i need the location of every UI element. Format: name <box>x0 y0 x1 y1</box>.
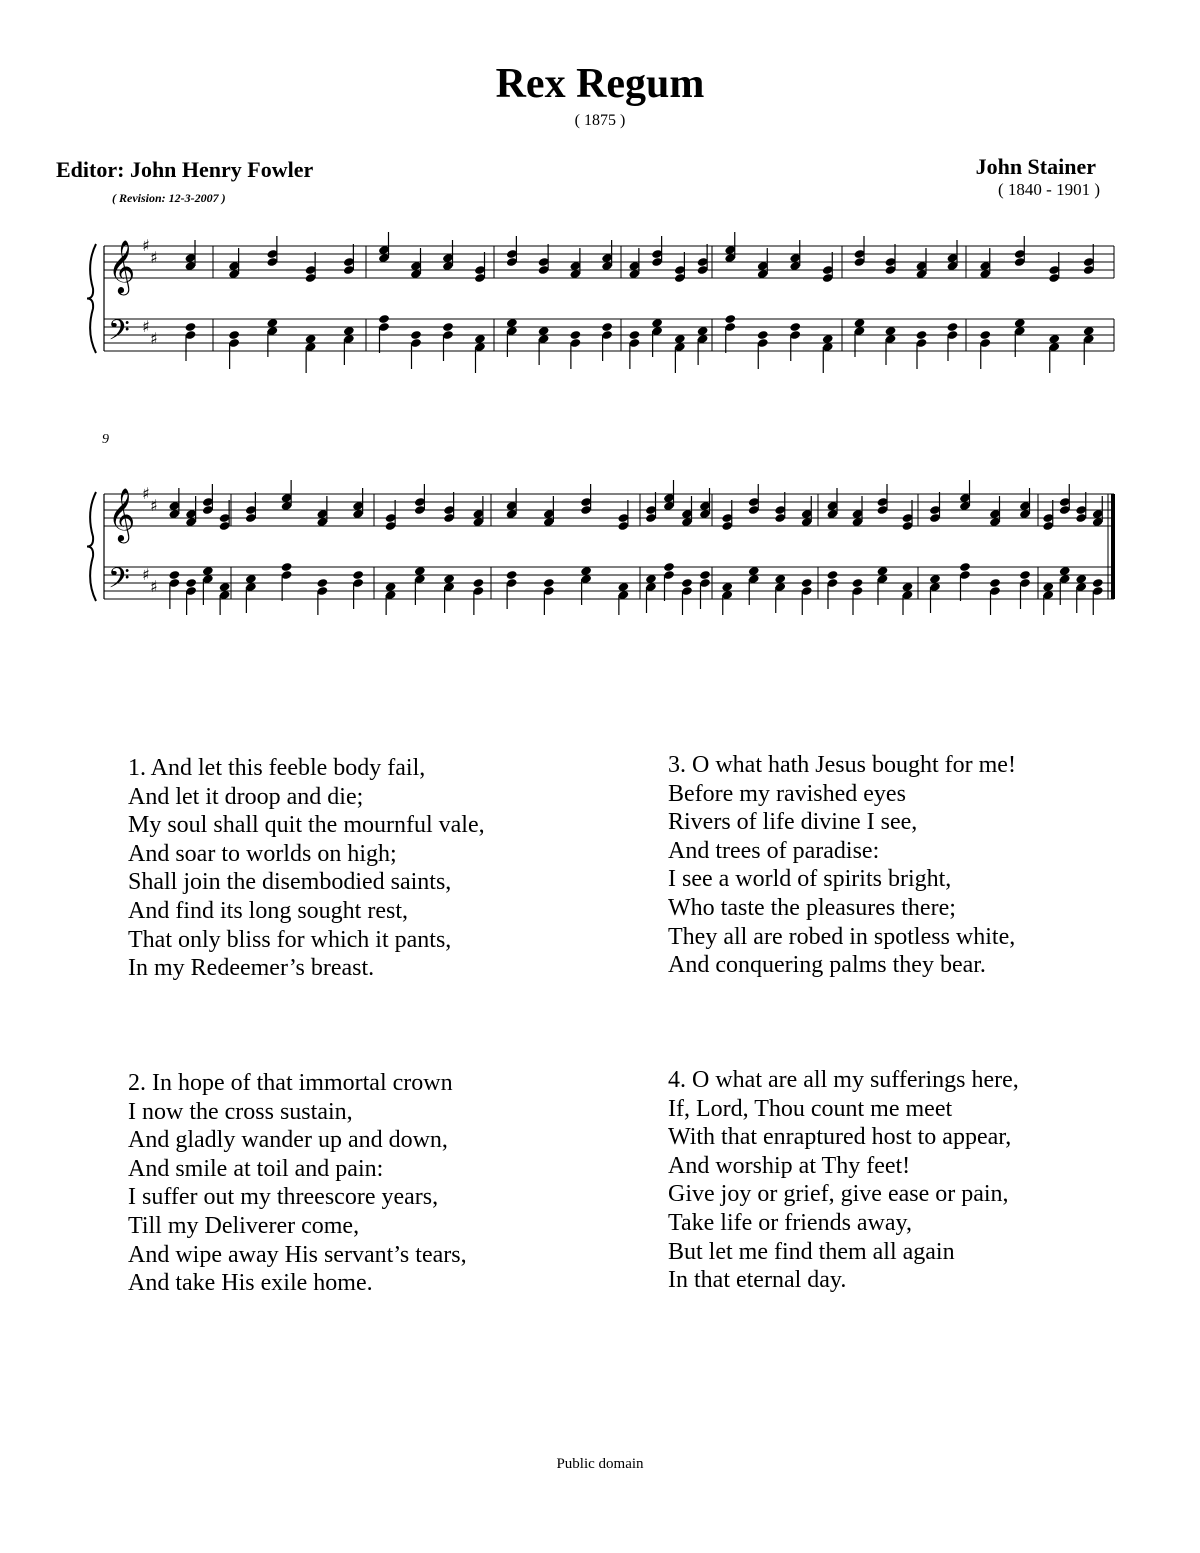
notehead <box>628 330 640 340</box>
notehead <box>569 330 581 340</box>
verse-line: And take His exile home. <box>128 1270 373 1297</box>
verse-line: With that enraptured host to appear, <box>668 1124 1012 1151</box>
final-barline-thick <box>1111 494 1115 599</box>
notehead <box>185 322 197 332</box>
notehead <box>681 578 693 588</box>
verse-3 <box>668 751 1016 980</box>
notehead <box>916 330 928 340</box>
notehead <box>663 562 675 572</box>
sharp-icon: ♯ <box>150 496 158 515</box>
verse-line: Give joy or grief, give ease or pain, <box>668 1181 1009 1208</box>
notehead <box>185 578 197 588</box>
verse-line: And smile at toil and pain: <box>128 1155 384 1182</box>
bass-clef-icon: 𝄢 <box>108 314 130 354</box>
notehead <box>316 578 328 588</box>
verse-line: If, Lord, Thou count me meet <box>668 1095 953 1122</box>
verse-line: Shall join the disembodied saints, <box>128 869 452 896</box>
brace-icon <box>87 244 96 353</box>
editor-credit: Editor: John Henry Fowler <box>56 157 314 182</box>
verse-line: That only bliss for which it pants, <box>128 926 452 953</box>
notehead <box>947 322 959 332</box>
notehead <box>1019 570 1031 580</box>
verse-line: And worship at Thy feet! <box>668 1152 911 1179</box>
notehead <box>168 570 180 580</box>
verse-line: Rivers of life divine I see, <box>668 809 918 836</box>
notehead <box>506 570 518 580</box>
treble-clef-icon: 𝄞 <box>108 487 136 541</box>
verse-line: I now the cross sustain, <box>128 1098 353 1125</box>
bass-clef-icon: 𝄢 <box>108 562 130 602</box>
verse-line: My soul shall quit the mournful vale, <box>128 812 485 839</box>
verse-line: I suffer out my threescore years, <box>128 1184 439 1211</box>
verse-line: In that eternal day. <box>668 1267 847 1294</box>
measure-number: 9 <box>102 432 109 447</box>
verse-line: But let me find them all again <box>668 1238 955 1265</box>
verse-2 <box>128 1069 467 1298</box>
notehead <box>543 578 555 588</box>
notehead <box>979 330 991 340</box>
composer-name: John Stainer <box>975 154 1096 179</box>
verse-line: Who taste the pleasures there; <box>668 894 956 921</box>
verse-line: In my Redeemer’s breast. <box>128 955 375 982</box>
notehead <box>801 578 813 588</box>
page-title: Rex Regum <box>495 61 705 107</box>
sharp-icon: ♯ <box>150 329 158 348</box>
verse-line: And soar to worlds on high; <box>128 840 397 867</box>
notehead <box>852 578 864 588</box>
verse-line: 3. O what hath Jesus bought for me! <box>668 752 1016 778</box>
brace-icon <box>87 492 96 601</box>
notehead <box>724 314 736 324</box>
verse-line: Till my Deliverer come, <box>128 1212 360 1239</box>
notehead <box>827 570 839 580</box>
verse-1 <box>128 754 485 983</box>
verse-line: And gladly wander up and down, <box>128 1127 448 1154</box>
verse-line: They all are robed in spotless white, <box>668 923 1016 950</box>
treble-clef-icon: 𝄞 <box>108 239 136 293</box>
notehead <box>442 322 454 332</box>
score-system-2 <box>87 480 1115 615</box>
notehead <box>378 314 390 324</box>
notehead <box>1092 578 1104 588</box>
verse-line: And let it droop and die; <box>128 783 364 810</box>
verse-4 <box>668 1066 1019 1295</box>
notehead <box>352 570 364 580</box>
verse-line: Before my ravished eyes <box>668 780 906 807</box>
sharp-icon: ♯ <box>150 248 158 267</box>
verse-line: Take life or friends away, <box>668 1209 912 1236</box>
verse-line: 4. O what are all my sufferings here, <box>668 1067 1019 1093</box>
verse-line: And conquering palms they bear. <box>668 952 986 979</box>
notehead <box>601 322 613 332</box>
verse-line: I see a world of spirits bright, <box>668 866 952 893</box>
sharp-icon: ♯ <box>150 577 158 596</box>
notehead <box>757 330 769 340</box>
composition-year: ( 1875 ) <box>574 112 626 129</box>
composer-dates: ( 1840 - 1901 ) <box>998 180 1100 199</box>
notehead <box>789 322 801 332</box>
score-system-1 <box>87 232 1114 373</box>
verse-line: 1. And let this feeble body fail, <box>128 755 426 781</box>
sharp-icon: ♯ <box>142 484 150 503</box>
sharp-icon: ♯ <box>142 565 150 584</box>
notehead <box>472 578 484 588</box>
notehead <box>989 578 1001 588</box>
verse-line: And trees of paradise: <box>668 837 880 864</box>
sharp-icon: ♯ <box>142 236 150 255</box>
notehead <box>959 562 971 572</box>
notehead <box>699 570 711 580</box>
notehead <box>281 562 293 572</box>
sharp-icon: ♯ <box>142 317 150 336</box>
footer-license: Public domain <box>556 1456 644 1472</box>
verse-line: And wipe away His servant’s tears, <box>128 1241 467 1268</box>
revision-date: ( Revision: 12-3-2007 ) <box>112 191 226 205</box>
music-score <box>0 225 1200 615</box>
notehead <box>228 330 240 340</box>
verse-line: 2. In hope of that immortal crown <box>128 1070 453 1096</box>
verse-line: And find its long sought rest, <box>128 897 408 924</box>
notehead <box>410 330 422 340</box>
